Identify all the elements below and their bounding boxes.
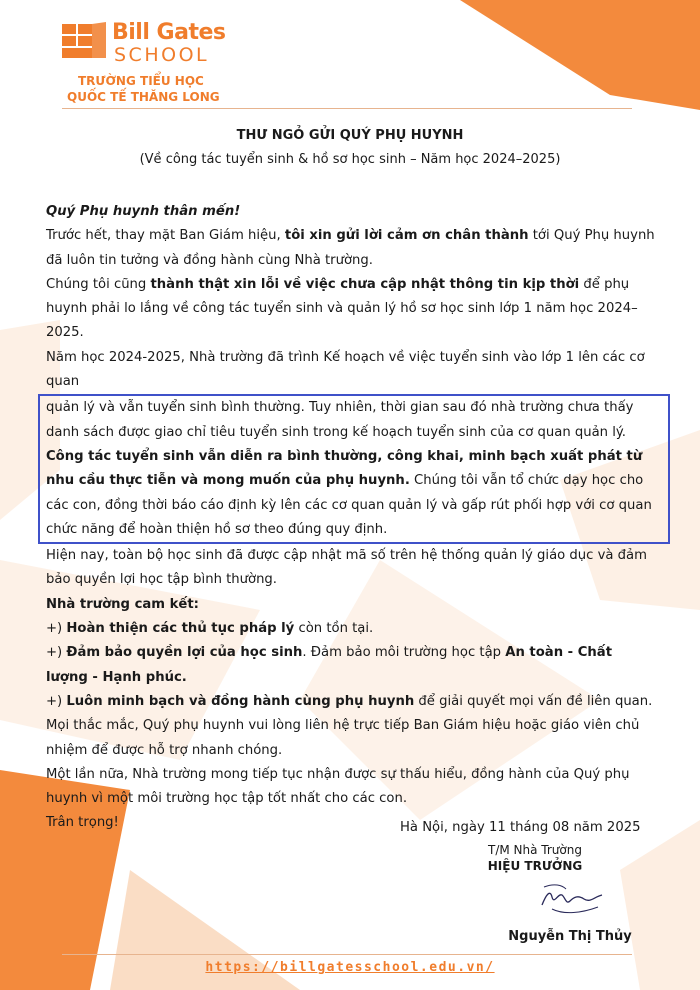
- text-run: Chúng tôi vẫn tổ chức dạy học cho các con, đồng thời báo cáo định kỳ lên các cơ quan quản lý và gấp rút phối hợp với cơ quan chức năng để hoàn thiện hồ sơ theo đúng quy định.: [46, 473, 652, 537]
- logo-name: Bill Gates: [112, 20, 226, 45]
- logo-subtitle: SCHOOL: [114, 44, 210, 66]
- highlighted-section: [38, 394, 670, 544]
- text-run-bold: Công tác tuyển sinh vẫn diễn ra bình thường, công khai, minh bạch xuất phát từ nhu cầu thực tiễn và mong muốn của phụ huynh.: [46, 448, 643, 489]
- header-divider: [62, 108, 632, 109]
- text-run: để phụ huynh phải lo lắng về công tác tuyển sinh và quản lý hồ sơ học sinh lớp 1 năm học 2024–2025.: [46, 276, 638, 341]
- paragraph-closing-wish: Một lần nữa, Nhà trường mong tiếp tục nhận được sự thấu hiểu, đồng hành của Quý phụ huynh vì một môi trường học tập tốt nhất cho các con.: [46, 766, 630, 807]
- text-run: tới Quý Phụ huynh đã luôn tin tưởng và đồng hành cùng Nhà trường.: [46, 228, 655, 268]
- paragraph-plan: Năm học 2024-2025, Nhà trường đã trình Kế hoạch về việc tuyển sinh vào lớp 1 lên các cơ quan: [46, 349, 645, 390]
- text-run: . Đảm bảo môi trường học tập: [302, 645, 506, 661]
- paragraph-apology: [46, 273, 658, 346]
- commitment-heading: Nhà trường cam kết:: [46, 596, 199, 612]
- paragraph-status: Hiện nay, toàn bộ học sinh đã được cập nhật mã số trên hệ thống quản lý giáo dục và đảm bảo quyền lợi học tập bình thường.: [46, 548, 647, 588]
- paragraph-thanks: [46, 224, 658, 273]
- school-name-line-2: QUỐC TẾ THĂNG LONG: [67, 90, 220, 104]
- school-name-line-1: TRƯỜNG TIỂU HỌC: [78, 74, 204, 88]
- website-link[interactable]: https://billgatesschool.edu.vn/: [205, 960, 495, 975]
- text-run-bold: Đảm bảo quyền lợi của học sinh: [66, 645, 303, 661]
- letter-subtitle: (Về công tác tuyển sinh & hồ sơ học sinh – Năm học 2024–2025): [139, 152, 561, 167]
- letter-body: [46, 200, 658, 836]
- letter-title: THƯ NGỎ GỬI QUÝ PHỤ HUYNH: [236, 128, 464, 143]
- bullet-prefix: +): [46, 693, 67, 709]
- text-run-bold: tôi xin gửi lời cảm ơn chân thành: [284, 228, 529, 244]
- text-run-bold: Hoàn thiện các thủ tục pháp lý: [66, 621, 295, 637]
- school-logo: [62, 22, 262, 112]
- paragraph-highlight: [46, 396, 658, 542]
- greeting: Quý Phụ huynh thân mến!: [46, 204, 241, 219]
- text-run: để giải quyết mọi vấn đề liên quan.: [414, 693, 653, 709]
- text-run: Trước hết, thay mặt Ban Giám hiệu,: [46, 228, 285, 244]
- text-run: quản lý và vẫn tuyển sinh bình thường. Tuy nhiên, thời gian sau đó nhà trường chưa thấy danh sách được giao chỉ tiêu tuyển sinh trong kế hoạch tuyển sinh của cơ quan quản lý.: [46, 400, 634, 440]
- footer-divider: [62, 954, 632, 955]
- commitment-item: [46, 617, 658, 641]
- signatory-name: Nguyễn Thị Thủy: [508, 929, 632, 944]
- closing: Trân trọng!: [46, 815, 119, 831]
- paragraph-contact: Mọi thắc mắc, Quý phụ huynh vui lòng liên hệ trực tiếp Ban Giám hiệu hoặc giáo viên chủ nhiệm để được hỗ trợ nhanh chóng.: [46, 718, 640, 758]
- bullet-prefix: +): [46, 645, 67, 661]
- signature-title: HIỆU TRƯỞNG: [487, 859, 583, 873]
- text-run-bold: An toàn - Chất lượng - Hạnh phúc.: [46, 645, 613, 685]
- signature-role: T/M Nhà Trường: [488, 843, 582, 857]
- handwritten-signature: [532, 875, 612, 923]
- commitment-item: [46, 690, 658, 714]
- signature-date: Hà Nội, ngày 11 tháng 08 năm 2025: [400, 820, 641, 835]
- logo-mark-icon: [62, 22, 106, 62]
- text-run-bold: thành thật xin lỗi về việc chưa cập nhật thông tin kịp thời: [150, 276, 580, 292]
- text-run-bold: Luôn minh bạch và đồng hành cùng phụ huynh: [66, 693, 415, 709]
- text-run: còn tồn tại.: [294, 621, 374, 637]
- commitment-item: [46, 641, 658, 690]
- bullet-prefix: +): [46, 621, 67, 637]
- text-run: Chúng tôi cũng: [46, 276, 151, 292]
